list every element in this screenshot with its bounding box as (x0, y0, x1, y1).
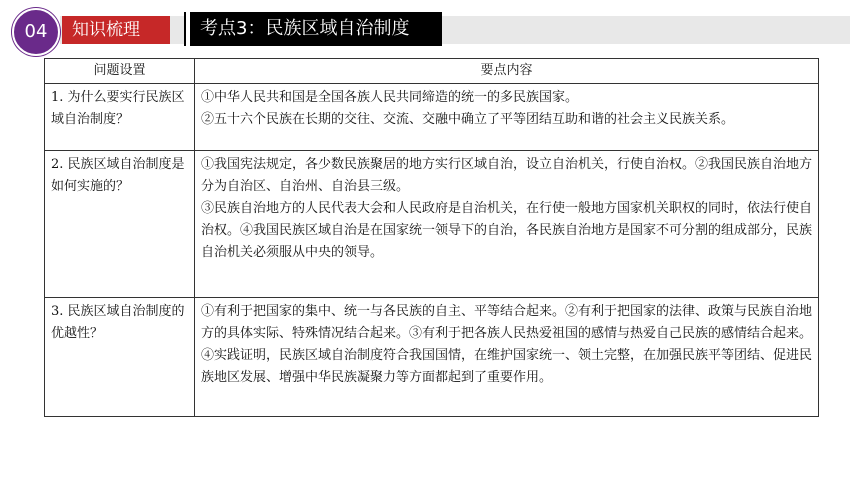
topic-tag: 知识梳理 (62, 16, 170, 44)
table-row (45, 84, 819, 151)
answer-cell (195, 151, 819, 298)
answer-cell (195, 298, 819, 417)
answer-cell (195, 84, 819, 151)
header-bar (60, 16, 850, 44)
answer-line: ①中华人民共和国是全国各族人民共同缔造的统一的多民族国家。 (201, 90, 579, 105)
question-cell: 1. 为什么要实行民族区域自治制度？ (45, 84, 195, 151)
answer-line: ①我国宪法规定，各少数民族聚居的地方实行区域自治，设立自治机关，行使自治权。②我国民族自治地方分为自治区、自治州、自治县三级。 (201, 157, 813, 194)
answer-line: ①有利于把国家的集中、统一与各民族的自主、平等结合起来。②有利于把国家的法律、政策与民族自治地方的具体实际、特殊情况结合起来。③有利于把各族人民热爱祖国的感情与热爱自己民族的感情结合起来。④实践证明，民族区域自治制度符合我国国情，在维护国家统一、领土完整，在加强民族平等团结、促进民族地区发展、增强中华民族凝聚力等方面都起到了重要作用。 (201, 304, 813, 385)
knowledge-table-container (44, 58, 818, 417)
answer-line: ③民族自治地方的人民代表大会和人民政府是自治机关，在行使一般地方国家机关职权的同时，依法行使自治权。④我国民族区域自治是在国家统一领导下的自治，各民族自治地方是国家不可分割的组成部分，民族自治机关必须服从中央的领导。 (201, 201, 813, 260)
question-cell: 2. 民族区域自治制度是如何实施的？ (45, 151, 195, 298)
section-title: 考点3：民族区域自治制度 (186, 12, 442, 46)
answer-line: ②五十六个民族在长期的交往、交流、交融中确立了平等团结互助和谐的社会主义民族关系。 (201, 112, 735, 127)
table-header-row (45, 59, 819, 84)
knowledge-table (44, 58, 819, 417)
section-number-badge: 04 (12, 8, 60, 56)
table-row (45, 298, 819, 417)
column-header-question: 问题设置 (45, 59, 195, 84)
question-cell: 3. 民族区域自治制度的优越性？ (45, 298, 195, 417)
table-row (45, 151, 819, 298)
column-header-content: 要点内容 (195, 59, 819, 84)
